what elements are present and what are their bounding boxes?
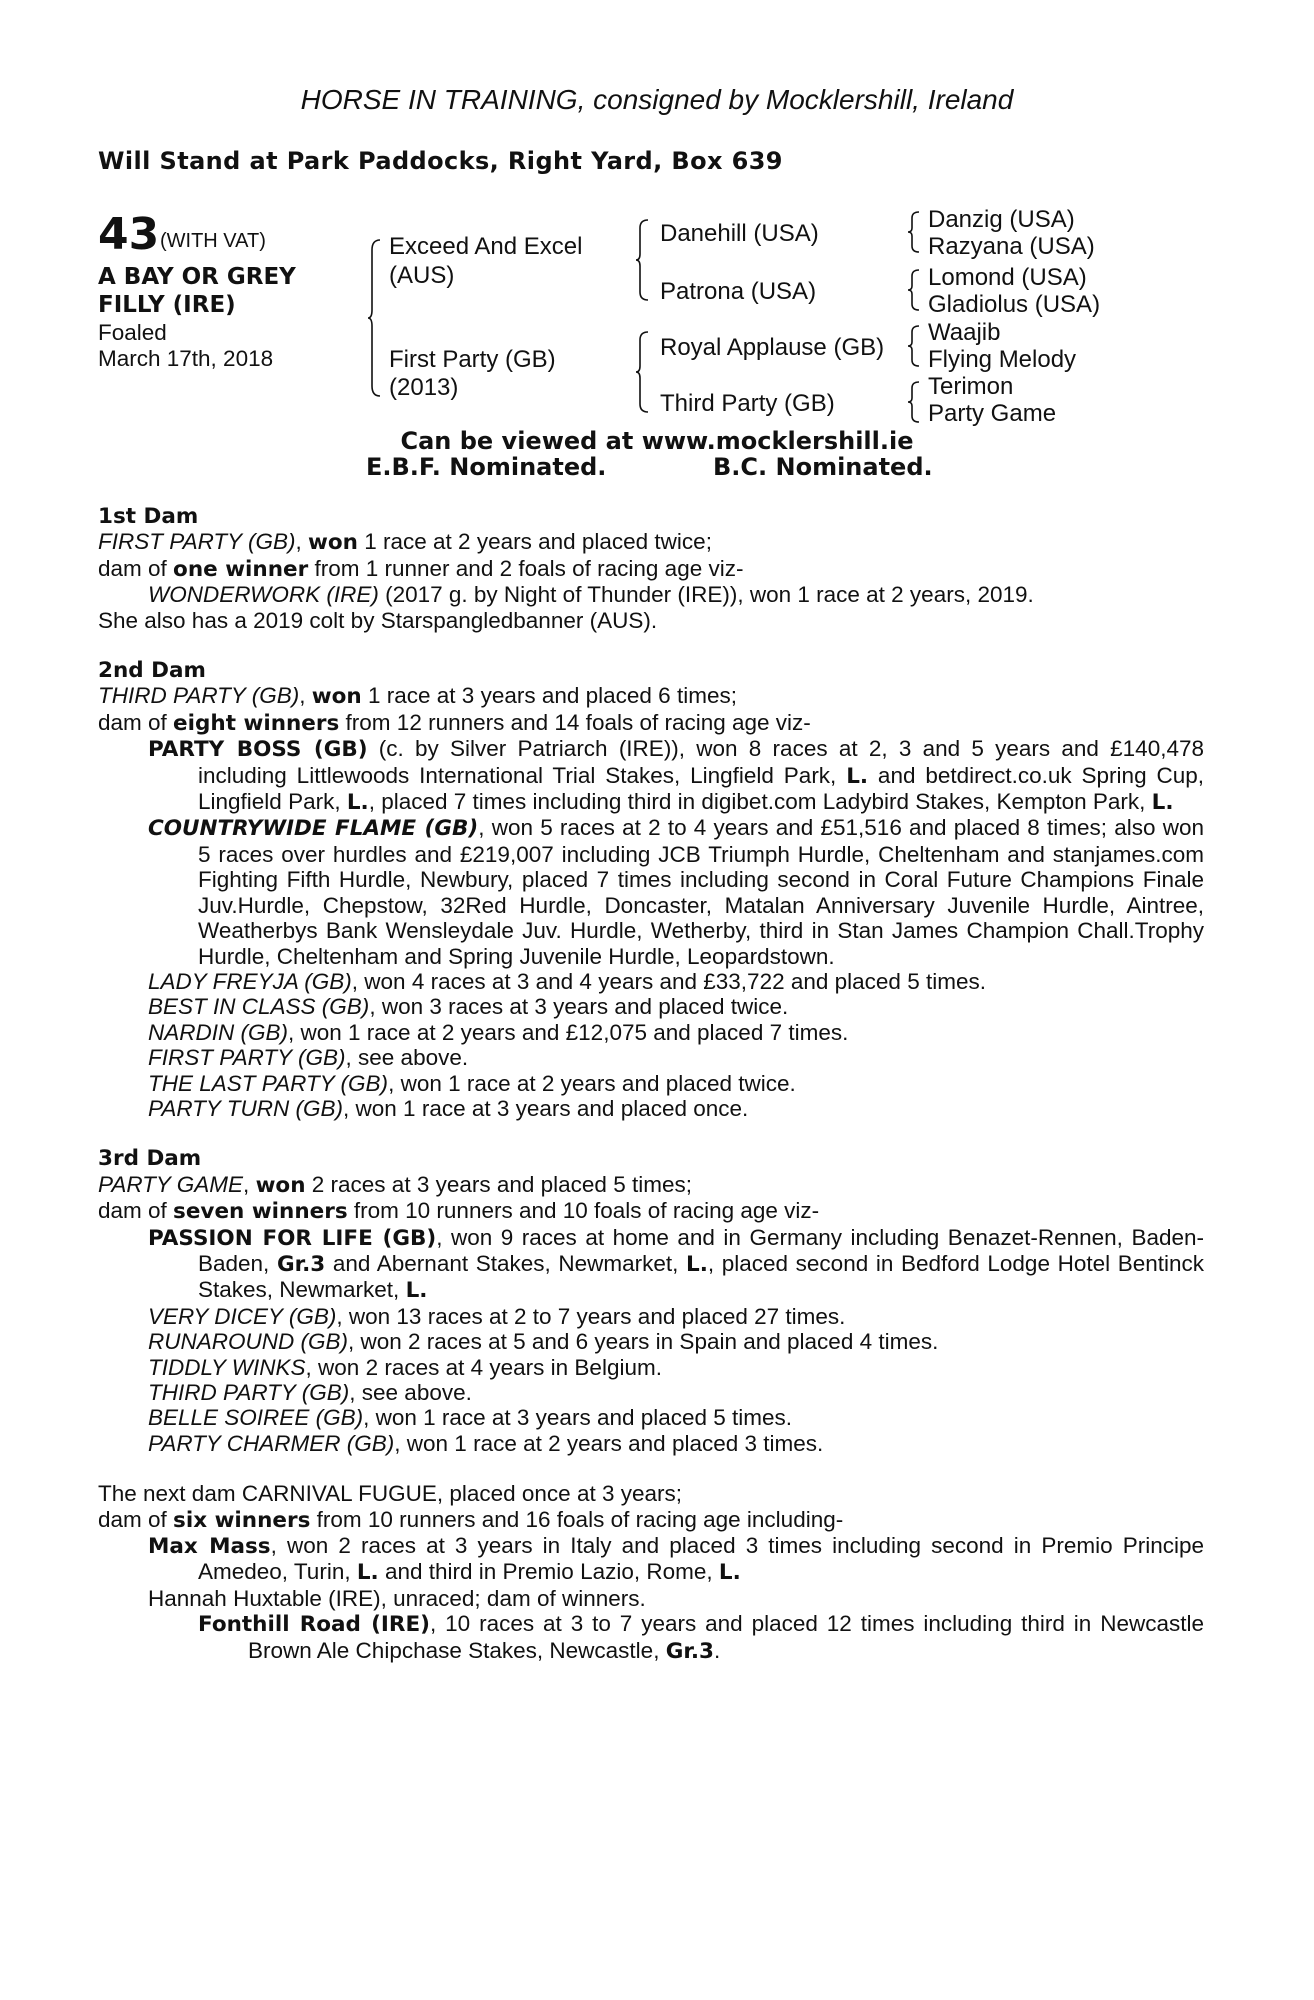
produce-text: (2017 g. by Night of Thunder (IRE)), won 1 race at 2 years, 2019. bbox=[378, 582, 1034, 608]
horse-description-line1: A BAY OR GREY bbox=[98, 264, 296, 290]
next-dam-produce bbox=[98, 1507, 1204, 1533]
produce-summary: from 10 runners and 16 foals of racing age including- bbox=[310, 1506, 844, 1532]
produce-name: FIRST PARTY (GB) bbox=[148, 1045, 346, 1071]
list-item bbox=[98, 1096, 1204, 1121]
produce-name: VERY DICEY (GB) bbox=[148, 1303, 337, 1329]
produce-name: COUNTRYWIDE FLAME (GB) bbox=[148, 816, 479, 842]
produce-text: , won 3 races at 3 years and placed twice. bbox=[369, 994, 789, 1020]
produce-text: and Abernant Stakes, Newmarket, bbox=[325, 1250, 687, 1276]
catalogue-body bbox=[98, 504, 1204, 1664]
produce-text: and betdirect.co.uk Spring Cup, Lingfield Park, bbox=[198, 762, 1204, 815]
pedigree-sire-sire: Danehill (USA) bbox=[660, 220, 819, 247]
list-item bbox=[98, 1045, 1204, 1070]
won-label: won bbox=[308, 530, 358, 556]
produce-text: (c. by Silver Patriarch (IRE)), won 8 races at 2, 3 and 5 years and £140,478 including Littlewoods International Trial Stakes, Lingfield Park, bbox=[198, 736, 1204, 788]
produce-name: LADY FREYJA (GB) bbox=[148, 968, 352, 994]
pedigree-sire: Exceed And Excel bbox=[389, 233, 583, 260]
produce-text: , won 13 races at 2 to 7 years and placed 27 times. bbox=[336, 1303, 846, 1329]
pedigree-g4: Gladiolus (USA) bbox=[928, 291, 1101, 318]
record-text: 1 race at 2 years and placed twice; bbox=[358, 529, 712, 555]
dam-name: FIRST PARTY (GB) bbox=[98, 529, 296, 555]
produce-name: PARTY BOSS (GB) bbox=[148, 737, 368, 763]
listed-badge: L. bbox=[686, 1251, 708, 1277]
winners-count: seven winners bbox=[173, 1199, 348, 1225]
winners-count: six winners bbox=[173, 1507, 311, 1533]
produce-text: , see above. bbox=[345, 1045, 469, 1071]
dam-of-label: dam of bbox=[98, 555, 174, 581]
pedigree-dam-sire: Royal Applause (GB) bbox=[660, 334, 885, 361]
dam-of-label: dam of bbox=[98, 1506, 174, 1532]
list-item bbox=[98, 815, 1204, 968]
pedigree-sire-country: (AUS) bbox=[389, 262, 455, 289]
record-text: 2 races at 3 years and placed 5 times; bbox=[305, 1171, 692, 1197]
list-item bbox=[98, 1431, 1204, 1456]
pedigree-bracket-sire-dam bbox=[368, 238, 382, 398]
first-dam-extra: She also has a 2019 colt by Starspangledbanner (AUS). bbox=[98, 607, 658, 633]
produce-name: THIRD PARTY (GB) bbox=[148, 1380, 350, 1405]
produce-text: , 10 races at 3 to 7 years and placed 12 times including third in Newcastle Brown Ale Chipchase Stakes, Newcastle, bbox=[248, 1611, 1204, 1663]
winners-count: one winner bbox=[173, 556, 309, 582]
horse-description-line2: FILLY (IRE) bbox=[98, 292, 236, 318]
produce-name: TIDDLY WINKS bbox=[148, 1354, 306, 1380]
bc-nominated: B.C. Nominated. bbox=[713, 453, 933, 481]
group-badge: Gr.3 bbox=[665, 1638, 715, 1664]
winners-count: eight winners bbox=[173, 710, 340, 736]
produce-summary: from 12 runners and 14 foals of racing age viz- bbox=[339, 709, 811, 735]
pedigree-bracket-dam bbox=[636, 330, 650, 414]
produce-text: , won 2 races at 5 and 6 years in Spain and placed 4 times. bbox=[348, 1329, 939, 1355]
pedigree-bracket-sire bbox=[636, 218, 650, 302]
listed-badge: L. bbox=[356, 1560, 379, 1586]
pedigree-g5: Waajib bbox=[928, 319, 1001, 346]
pedigree-g8: Party Game bbox=[928, 400, 1057, 427]
produce-text: , won 1 race at 3 years and placed once. bbox=[343, 1095, 749, 1121]
foaled-date: March 17th, 2018 bbox=[98, 346, 274, 371]
produce-name: Fonthill Road (IRE) bbox=[198, 1612, 430, 1638]
ebf-nominated: E.B.F. Nominated. bbox=[366, 453, 607, 481]
group-badge: Gr.3 bbox=[276, 1251, 326, 1277]
list-item bbox=[98, 582, 1204, 607]
list-item: Hannah Huxtable (IRE), unraced; dam of winners. bbox=[148, 1585, 646, 1611]
dam-of-label: dam of bbox=[98, 1198, 174, 1224]
produce-text: , won 2 races at 3 years in Italy and placed 3 times including second in Premio Principe Amedeo, Turin, bbox=[198, 1533, 1204, 1585]
third-dam-produce bbox=[98, 1198, 1204, 1224]
produce-text: . bbox=[714, 1637, 721, 1663]
produce-text: , placed 7 times including third in digibet.com Ladybird Stakes, Kempton Park, bbox=[368, 789, 1152, 815]
list-item bbox=[98, 994, 1204, 1019]
first-dam-produce bbox=[98, 556, 1204, 582]
won-label: won bbox=[255, 1172, 306, 1198]
won-label: won bbox=[311, 684, 362, 710]
produce-text: , won 5 races at 2 to 4 years and £51,516 and placed 8 times; also won 5 races over hurdles and £219,007 including JCB Triumph Hurdle, Cheltenham and stanjames.com Fighting Fifth Hurdle, Newbury, placed 7 times including second in Coral Future Champions Finale Juv.Hurdle, Chepstow, 32Red Hurdle, Doncaster, Matalan Anniversary Juvenile Hurdle, Aintree, Weatherbys Bank Wensleydale Juv. Hurdle, Wetherby, third in Stan James Champion Chall.Trophy Hurdle, Cheltenham and Spring Juvenile Hurdle, Leopardstown. bbox=[198, 815, 1204, 969]
pedigree-bracket-g3 bbox=[908, 324, 920, 368]
produce-text: , won 9 races at home and in Germany including Benazet-Rennen, Baden-Baden, bbox=[198, 1224, 1204, 1276]
pedigree-dam-dam: Third Party (GB) bbox=[660, 390, 835, 417]
next-dam-record: The next dam CARNIVAL FUGUE, placed once at 3 years; bbox=[98, 1481, 683, 1507]
list-item bbox=[98, 1304, 1204, 1329]
produce-text: , won 1 race at 3 years and placed 5 times. bbox=[363, 1405, 793, 1431]
pedigree-g2: Razyana (USA) bbox=[928, 233, 1095, 260]
produce-name: PARTY TURN (GB) bbox=[148, 1095, 344, 1121]
list-item bbox=[98, 1071, 1204, 1096]
produce-name: PARTY CHARMER (GB) bbox=[148, 1430, 395, 1456]
produce-text: and third in Premio Lazio, Rome, bbox=[378, 1559, 719, 1585]
first-dam-record: FIRST PARTY (GB), won 1 race at 2 years and placed twice; bbox=[98, 529, 712, 556]
page-title: HORSE IN TRAINING, consigned by Mocklershill, Ireland bbox=[300, 84, 1014, 115]
pedigree-bracket-g2 bbox=[908, 268, 920, 312]
produce-name: Max Mass bbox=[148, 1534, 271, 1560]
produce-text: , see above. bbox=[349, 1380, 472, 1405]
produce-name: BELLE SOIREE (GB) bbox=[148, 1405, 364, 1431]
pedigree-bracket-g4 bbox=[908, 380, 920, 424]
listed-badge: L. bbox=[1151, 790, 1174, 816]
produce-name: NARDIN (GB) bbox=[148, 1019, 288, 1045]
produce-text: , won 1 race at 2 years and placed twice. bbox=[388, 1070, 796, 1096]
produce-text: , placed second in Bedford Lodge Hotel Bentinck Stakes, Newmarket, bbox=[198, 1250, 1205, 1303]
listed-badge: L. bbox=[346, 790, 369, 816]
dam-name: THIRD PARTY (GB) bbox=[98, 683, 300, 709]
list-item bbox=[98, 1355, 1204, 1380]
listed-badge: L. bbox=[718, 1560, 741, 1586]
produce-name: PASSION FOR LIFE (GB) bbox=[148, 1225, 437, 1251]
dam-of-label: dam of bbox=[98, 709, 174, 735]
second-dam-record: THIRD PARTY (GB), won 1 race at 3 years and placed 6 times; bbox=[98, 683, 737, 710]
second-dam-heading: 2nd Dam bbox=[98, 658, 206, 684]
listed-badge: L. bbox=[846, 763, 869, 789]
pedigree-g3: Lomond (USA) bbox=[928, 264, 1087, 291]
vat-label: (WITH VAT) bbox=[160, 230, 266, 252]
list-item bbox=[98, 969, 1204, 994]
produce-name: THE LAST PARTY (GB) bbox=[148, 1070, 389, 1096]
stand-location: Will Stand at Park Paddocks, Right Yard, Box 639 bbox=[98, 147, 783, 175]
produce-text: , won 2 races at 4 years in Belgium. bbox=[305, 1354, 662, 1380]
list-item bbox=[98, 1533, 1204, 1586]
list-item bbox=[98, 1611, 1204, 1664]
first-dam-heading: 1st Dam bbox=[98, 504, 199, 529]
second-dam-produce bbox=[98, 710, 1204, 736]
produce-summary: from 1 runner and 2 foals of racing age viz- bbox=[308, 555, 744, 581]
pedigree-dam: First Party (GB) bbox=[389, 346, 556, 373]
list-item bbox=[98, 1329, 1204, 1354]
viewing-note: Can be viewed at www.mocklershill.ie bbox=[400, 427, 914, 455]
pedigree-dam-year: (2013) bbox=[389, 374, 459, 401]
pedigree-bracket-g1 bbox=[908, 210, 920, 254]
produce-name: WONDERWORK (IRE) bbox=[148, 582, 379, 608]
produce-text: , won 1 race at 2 years and placed 3 times. bbox=[394, 1430, 824, 1456]
record-text: 1 race at 3 years and placed 6 times; bbox=[361, 683, 737, 709]
produce-text: , won 4 races at 3 and 4 years and £33,722 and placed 5 times. bbox=[351, 968, 986, 994]
lot-number: 43 bbox=[98, 209, 160, 260]
foaled-label: Foaled bbox=[98, 320, 167, 345]
produce-text: , won 1 race at 2 years and £12,075 and placed 7 times. bbox=[288, 1019, 849, 1045]
list-item bbox=[98, 1020, 1204, 1045]
pedigree-sire-dam: Patrona (USA) bbox=[660, 278, 817, 305]
produce-name: BEST IN CLASS (GB) bbox=[148, 994, 370, 1020]
pedigree-g6: Flying Melody bbox=[928, 346, 1077, 373]
list-item bbox=[98, 1225, 1204, 1304]
listed-badge: L. bbox=[405, 1278, 428, 1304]
list-item bbox=[98, 1405, 1204, 1430]
third-dam-record: PARTY GAME, won 2 races at 3 years and placed 5 times; bbox=[98, 1171, 692, 1198]
list-item bbox=[98, 736, 1204, 815]
dam-name: PARTY GAME bbox=[98, 1171, 244, 1197]
list-item bbox=[98, 1380, 1204, 1405]
pedigree-g7: Terimon bbox=[928, 373, 1014, 400]
third-dam-heading: 3rd Dam bbox=[98, 1146, 202, 1172]
produce-summary: from 10 runners and 10 foals of racing age viz- bbox=[347, 1198, 820, 1224]
produce-name: RUNAROUND (GB) bbox=[148, 1329, 348, 1355]
pedigree-g1: Danzig (USA) bbox=[928, 206, 1075, 233]
